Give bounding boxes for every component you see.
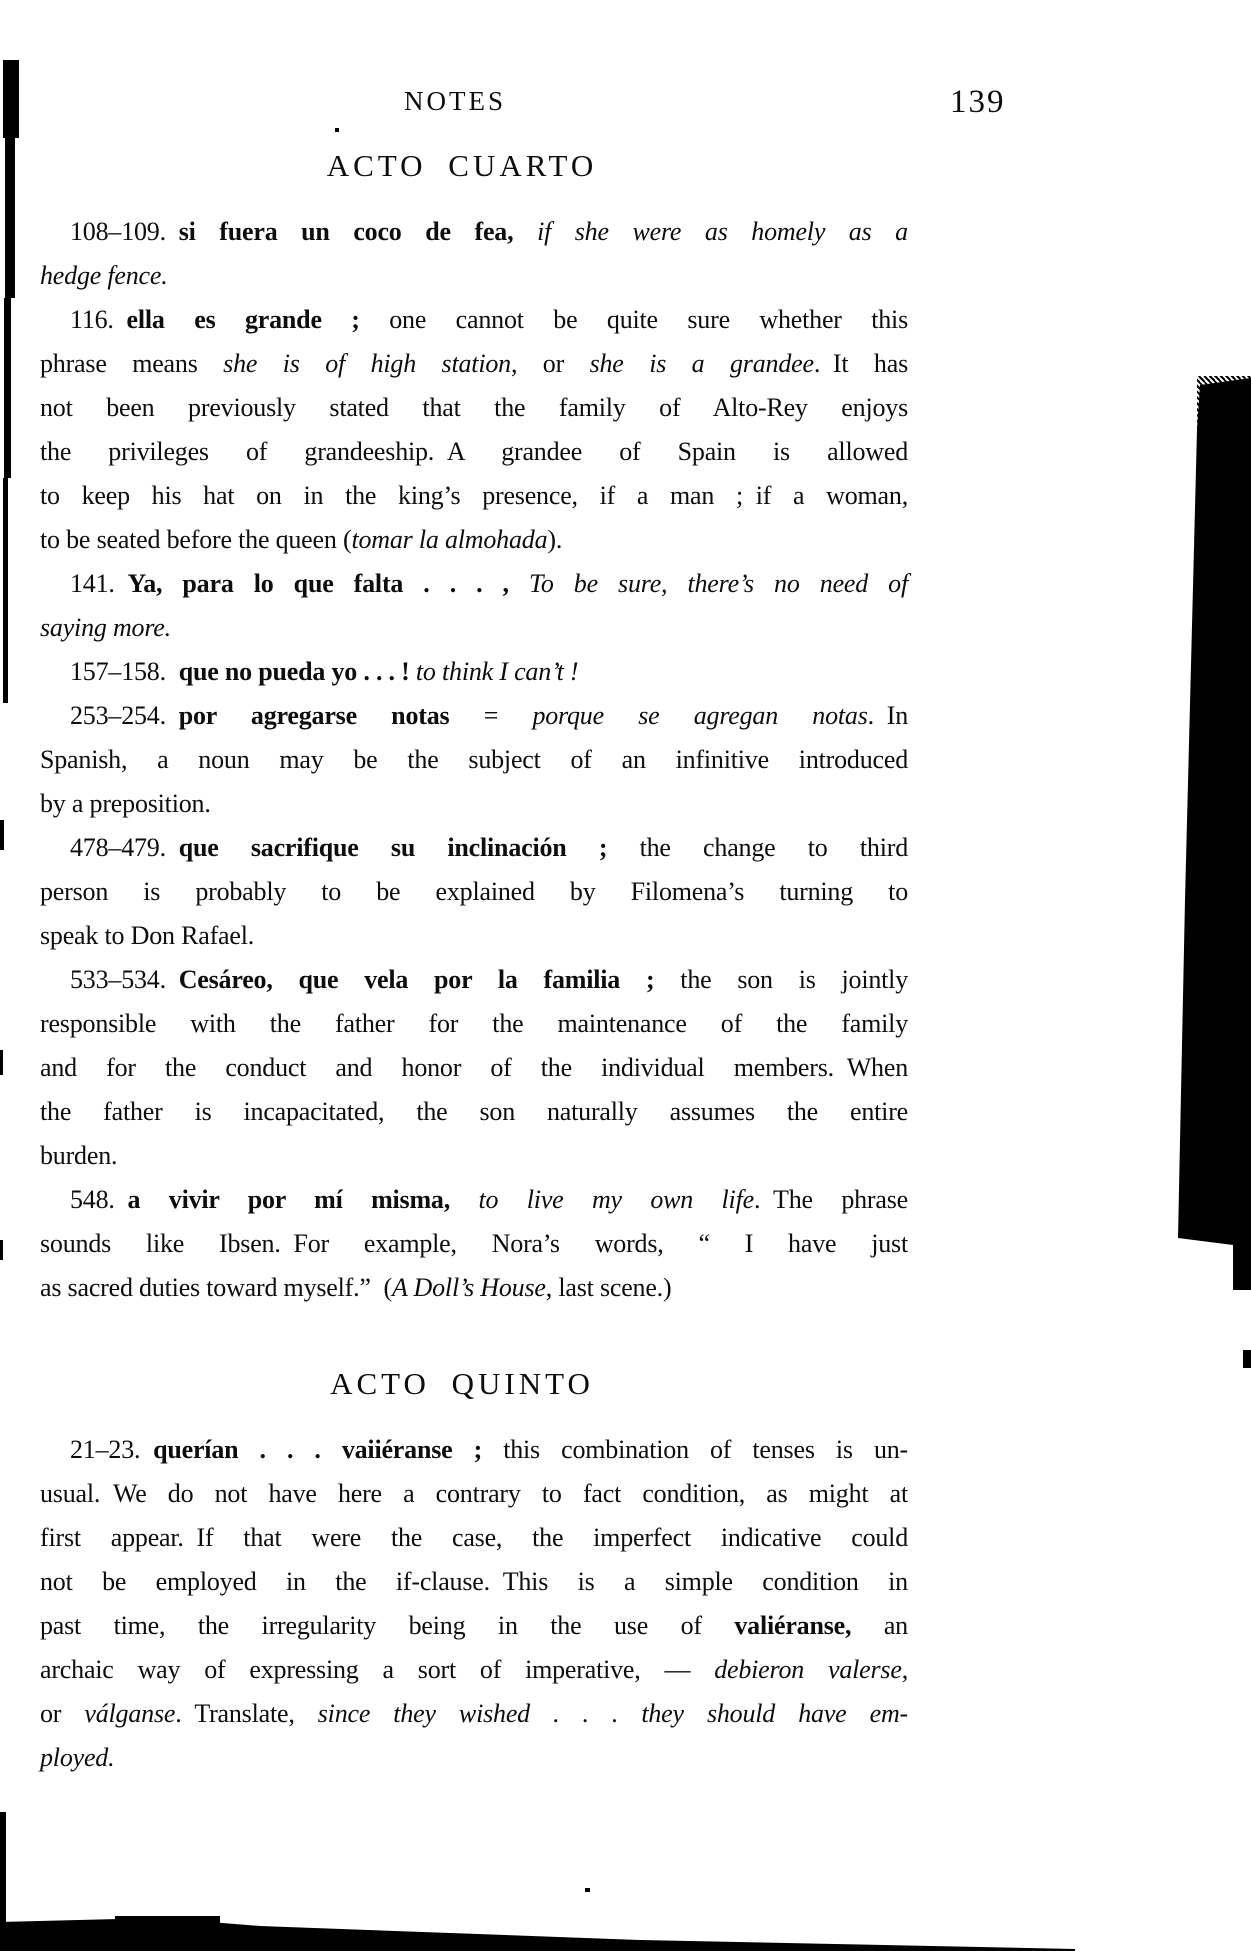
text-run: 253–254. (70, 701, 179, 730)
text-line (40, 738, 908, 782)
ink-speck-left-3 (0, 1240, 3, 1260)
note-paragraph (40, 562, 908, 650)
note-paragraph (40, 210, 908, 298)
text-run: ella es grande ; (126, 305, 390, 334)
text-line (40, 1560, 908, 1604)
text-run: to be seated before the queen ( (40, 525, 352, 554)
text-run: si fuera un coco de fea, (178, 217, 538, 246)
ink-speck-right (1243, 1350, 1251, 1368)
text-run: porque se agregan notas (532, 701, 868, 730)
text-run: person is probably to be explained by Filomena’s turning to (40, 877, 908, 906)
text-run: archaic way of expressing a sort of imperative, — (40, 1655, 715, 1684)
ink-smudge-bottom (0, 1914, 1080, 1951)
text-run: the privileges of grandeeship. A grandee of Spain is allowed (40, 437, 908, 466)
ink-speck-left-2 (0, 1050, 3, 1075)
text-run: querían . . . vaiiéranse ; (153, 1435, 504, 1464)
text-run: 157–158. (70, 657, 179, 686)
text-run: Ya, para lo que falta . . . , (127, 569, 529, 598)
text-line (40, 1692, 908, 1736)
text-line (40, 1134, 908, 1178)
note-paragraph (40, 298, 908, 562)
note-paragraph (40, 650, 908, 694)
text-line (40, 606, 908, 650)
text-run: usual. We do not have here a contrary to fact condition, as might at (40, 1479, 908, 1508)
note-paragraph (40, 826, 908, 958)
text-line (40, 1266, 908, 1310)
ink-smudge-left-lower (3, 478, 8, 703)
text-run: this combination of tenses is un- (503, 1435, 909, 1464)
text-line (40, 430, 908, 474)
text-run: first appear. If that were the case, the imperfect indicative could (40, 1523, 908, 1552)
text-line (40, 826, 908, 870)
text-run: por agregarse notas (178, 701, 450, 730)
text-run: valiéranse, (734, 1611, 852, 1640)
ink-speck-left-1 (0, 820, 4, 850)
text-run: responsible with the father for the maintenance of the family (40, 1009, 908, 1038)
text-run: saying more. (40, 613, 171, 642)
text-run: the change to third (639, 833, 908, 862)
page-speck-2 (585, 1888, 590, 1892)
text-run: an (851, 1611, 908, 1640)
text-line (40, 1090, 908, 1134)
text-line (40, 958, 908, 1002)
text-run: she is of high station (223, 349, 511, 378)
text-run: as sacred duties toward myself.” ( (40, 1273, 393, 1302)
text-run: she is a grandee (589, 349, 814, 378)
note-paragraph (40, 694, 908, 826)
page-number: 139 (950, 84, 1006, 120)
text-run: , or (510, 349, 590, 378)
text-run: the son is jointly (680, 965, 908, 994)
text-run: debieron valerse (714, 1655, 902, 1684)
text-line (40, 650, 908, 694)
text-run: or (40, 1699, 85, 1728)
text-run: A Doll’s House (392, 1273, 546, 1302)
text-line (40, 474, 908, 518)
text-run: 108–109. (70, 217, 179, 246)
notes-content (40, 148, 908, 1780)
text-line (40, 870, 908, 914)
text-line (40, 210, 908, 254)
text-line (40, 562, 908, 606)
text-run: = (449, 701, 533, 730)
text-run: sounds like Ibsen. For example, Nora’s words, “ I have just (40, 1229, 908, 1258)
section-heading: ACTO QUINTO (330, 1366, 594, 1401)
text-line (40, 1178, 908, 1222)
text-run: since they wished . . . they should have em- (317, 1699, 909, 1728)
text-run: not be employed in the if-clause. This is a simple condition in (40, 1567, 908, 1596)
text-run: 141. (70, 569, 128, 598)
note-paragraph (40, 1428, 908, 1780)
ink-smudge-left-mid (4, 298, 11, 478)
text-line (40, 298, 908, 342)
note-paragraph (40, 1178, 908, 1310)
text-run: . It has (813, 349, 908, 378)
text-line (40, 518, 908, 562)
text-run: 548. (70, 1185, 128, 1214)
text-run: . The phrase (753, 1185, 908, 1214)
page-speck-1 (335, 128, 339, 132)
text-line (40, 342, 908, 386)
text-run: ployed. (40, 1743, 115, 1772)
text-run: Spanish, a noun may be the subject of an infinitive introduced (40, 745, 908, 774)
text-run: to live my own life (478, 1185, 754, 1214)
text-run: one cannot be quite sure whether this (389, 305, 908, 334)
text-run: burden. (40, 1141, 118, 1170)
text-run: speak to Don Rafael. (40, 921, 255, 950)
text-line (40, 386, 908, 430)
text-line (40, 1046, 908, 1090)
text-run: 533–534. (70, 965, 179, 994)
text-line (40, 1736, 908, 1780)
text-run: by a preposition. (40, 789, 211, 818)
text-run: not been previously stated that the family of Alto-Rey enjoys (40, 393, 908, 422)
text-run: and for the conduct and honor of the individual members. When (40, 1053, 908, 1082)
ink-smudge-left-top (3, 60, 19, 138)
text-run: . Translate, (175, 1699, 318, 1728)
running-head: NOTES (404, 86, 506, 116)
text-run: a vivir por mí misma, (127, 1185, 479, 1214)
text-run: to keep his hat on in the king’s presence, if a man ; if a woman, (40, 481, 908, 510)
ink-smudge-right (1171, 374, 1251, 1304)
text-line (40, 914, 908, 958)
text-line (40, 1472, 908, 1516)
text-run: válganse (84, 1699, 176, 1728)
section-heading: ACTO CUARTO (326, 148, 598, 183)
text-run: 478–479. (70, 833, 179, 862)
text-run: to think I can’t ! (415, 657, 579, 686)
text-run: To be sure, there’s no need of (528, 569, 908, 598)
note-paragraph (40, 958, 908, 1178)
text-run: the father is incapacitated, the son naturally assumes the entire (40, 1097, 908, 1126)
text-run: , last scene.) (545, 1273, 672, 1302)
text-line (40, 1516, 908, 1560)
text-run: 21–23. (70, 1435, 154, 1464)
text-line (40, 1428, 908, 1472)
text-run: if she were as homely as a (537, 217, 908, 246)
text-run: tomar la almohada (351, 525, 548, 554)
text-run: past time, the irregularity being in the use of (40, 1611, 735, 1640)
text-run: 116. (70, 305, 127, 334)
text-line (40, 1222, 908, 1266)
text-run: ). (547, 525, 563, 554)
text-run: hedge fence. (40, 261, 168, 290)
text-run: que sacrifique su inclinación ; (178, 833, 640, 862)
text-line (40, 1002, 908, 1046)
text-line (40, 1604, 908, 1648)
text-line (40, 1648, 908, 1692)
text-run: phrase means (40, 349, 224, 378)
text-line (40, 782, 908, 826)
text-run: Cesáreo, que vela por la familia ; (178, 965, 681, 994)
text-run: , (901, 1655, 908, 1684)
text-run: . In (867, 701, 908, 730)
ink-smudge-left-upper (5, 138, 15, 298)
text-line (40, 254, 908, 298)
text-run: que no pueda yo . . . ! (178, 657, 416, 686)
text-line (40, 694, 908, 738)
